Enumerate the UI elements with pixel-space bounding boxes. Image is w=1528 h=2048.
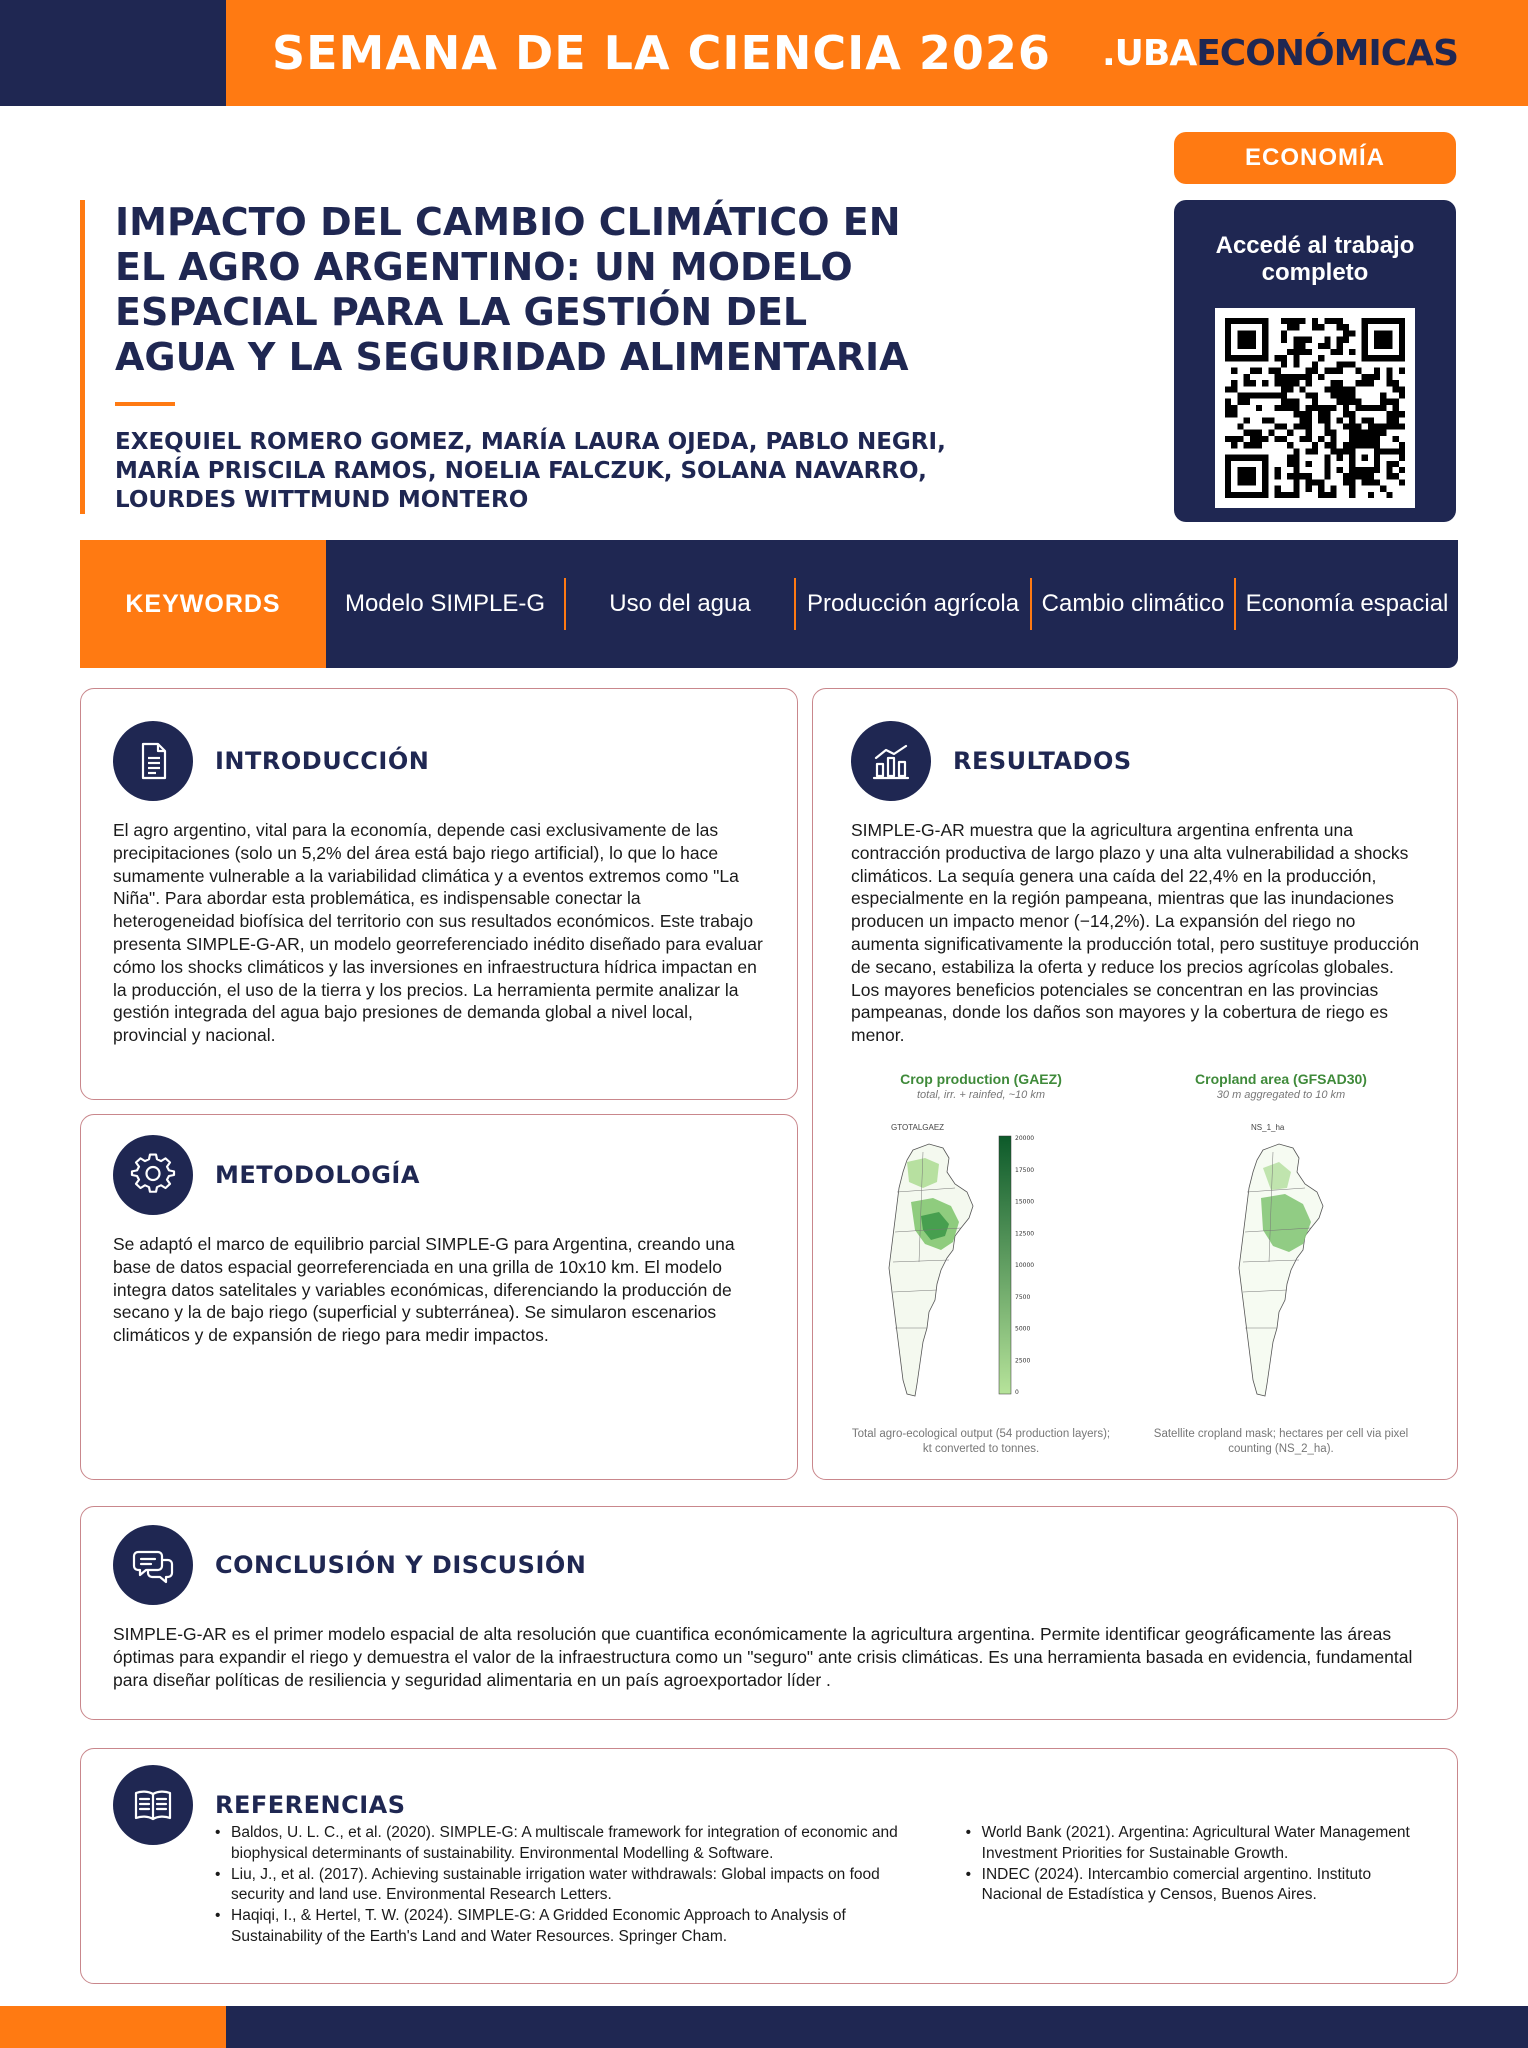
authors: EXEQUIEL ROMERO GOMEZ, MARÍA LAURA OJEDA, PABLO NEGRI, MARÍA PRISCILA RAMOS, NOELIA FALCZUK, SOLANA NAVARRO, LOURDES WITTMUND MONTERO	[115, 429, 946, 513]
open-book-icon	[113, 1765, 193, 1845]
keyword-item: Cambio climático	[1032, 578, 1236, 630]
figure-subtitle: total, irr. + rainfed, ~10 km	[917, 1088, 1045, 1101]
introduction-card	[80, 688, 798, 1100]
reference-item: • Haqiqi, I., & Hertel, T. W. (2024). SIMPLE-G: A Gridded Economic Approach to Analysis of Sustainability of the Earth's Land and Water Resources. Springer Cham.	[215, 1906, 934, 1948]
keywords-bar	[80, 540, 1458, 668]
bottom-orange-block	[0, 2006, 226, 2048]
keyword-item: Economía espacial	[1245, 590, 1449, 617]
results-title: RESULTADOS	[953, 747, 1132, 775]
map-argentina-cropland-area	[1151, 1132, 1411, 1412]
figure-variable-label: GTOTALGAEZ	[891, 1122, 945, 1132]
figure-subtitle: 30 m aggregated to 10 km	[1216, 1088, 1346, 1101]
methodology-title: METODOLOGÍA	[215, 1161, 420, 1189]
document-icon	[113, 721, 193, 801]
reference-item: • INDEC (2024). Intercambio comercial argentino. Instituto Nacional de Estadística y Censos, Buenos Aires.	[966, 1865, 1423, 1907]
methodology-text: Se adaptó el marco de equilibrio parcial SIMPLE-G para Argentina, creando una base de datos espacial georreferenciada en una grilla de 10x10 km. El modelo integra datos satelitales y variables económicas, diferenciando la producción de secano y la de bajo riego (superficial y subterránea). Se simularon escenarios climáticos y de expansión de riego para medir impactos.	[113, 1234, 735, 1346]
keywords-label: KEYWORDS	[80, 540, 326, 668]
results-text: SIMPLE-G-AR muestra que la agricultura argentina enfrenta una contracción productiva de largo plazo y una alta vulnerabilidad a shocks climáticos. La sequía genera una caída del 22,4% en la producción, especialmente en la región pampeana, mientras que las inundaciones producen un impacto menor (−14,2%). La expansión del riego no aumenta significativamente la producción total, pero sustituye producción de secano, estabiliza la oferta y reduce los precios agrícolas globales. Los mayores beneficios potenciales se concentran en las provincias pampeanas, donde los daños son mayores y la cobertura de riego es menor.	[851, 820, 1420, 1046]
qr-code[interactable]	[1215, 308, 1415, 508]
figure-crop-production	[851, 1071, 1111, 1457]
conclusion-title: CONCLUSIÓN Y DISCUSIÓN	[215, 1551, 587, 1579]
legend-tick-label: 12500	[1015, 1230, 1035, 1238]
conclusion-header	[113, 1525, 1423, 1605]
references-columns	[113, 1824, 1423, 1948]
figure-cropland-area	[1151, 1071, 1411, 1457]
area-badge: ECONOMÍA	[1174, 132, 1456, 184]
banner-orange-block	[226, 0, 1528, 106]
references-title: REFERENCIAS	[215, 1791, 406, 1819]
introduction-text: El agro argentino, vital para la economía, depende casi exclusivamente de las precipitaciones (solo un 5,2% del área está bajo riego artificial), lo que lo hace sumamente vulnerable a la variabilidad climática y a eventos extremos como "La Niña". Para abordar esta problemática, es indispensable conectar la heterogeneidad biofísica del territorio con sus resultados económicos. Este trabajo presenta SIMPLE-G-AR, un modelo georreferenciado inédito diseñado para evaluar cómo los shocks climáticos y las inversiones en infraestructura hídrica impactan en la producción, el uso de la tierra y los precios. La herramienta permite analizar la gestión integrada del agua bajo presiones de demanda global a nivel local, provincial y nacional.	[113, 820, 763, 1046]
conclusion-card	[80, 1506, 1458, 1720]
legend-tick-label: 5000	[1015, 1325, 1031, 1333]
results-card	[812, 688, 1458, 1480]
keywords-list	[326, 540, 1458, 668]
legend-tick-label: 17500	[1015, 1166, 1035, 1174]
top-banner	[0, 0, 1528, 106]
paper-title: IMPACTO DEL CAMBIO CLIMÁTICO EN EL AGRO ARGENTINO: UN MODELO ESPACIAL PARA LA GESTIÓN DEL AGUA Y LA SEGURIDAD ALIMENTARIA	[115, 200, 909, 379]
introduction-title: INTRODUCCIÓN	[215, 747, 430, 775]
logo-suffix: ECONÓMICAS	[1196, 32, 1458, 74]
keyword-item: Producción agrícola	[796, 578, 1032, 630]
qr-code-image	[1225, 318, 1405, 498]
figure-title: Crop production (GAEZ)	[900, 1070, 1062, 1087]
banner-navy-block	[0, 0, 226, 106]
logo-prefix: .UBA	[1102, 32, 1197, 74]
gear-icon	[113, 1135, 193, 1215]
map-argentina-crop-production	[851, 1132, 1111, 1412]
keyword-item: Uso del agua	[566, 578, 796, 630]
results-figures	[851, 1071, 1411, 1457]
conclusion-text: SIMPLE-G-AR es el primer modelo espacial de alta resolución que cuantifica económicamente la agricultura argentina. Permite identificar geográficamente las áreas óptimas para expandir el riego y demuestra el valor de la infraestructura como un "seguro" ante crisis climáticas. Es una herramienta basada en evidencia, fundamental para diseñar políticas de resiliencia y seguridad alimentaria en un país agroexportador líder .	[113, 1624, 1413, 1690]
qr-panel[interactable]	[1174, 200, 1456, 522]
event-title: SEMANA DE LA CIENCIA 2026	[272, 26, 1051, 80]
chat-bubbles-icon	[113, 1525, 193, 1605]
figure-caption: Total agro-ecological output (54 production layers); kt converted to tonnes.	[851, 1427, 1111, 1455]
references-card	[80, 1748, 1458, 1984]
references-right-column	[966, 1823, 1423, 1948]
bottom-banner	[0, 2006, 1528, 2048]
methodology-header	[113, 1135, 763, 1215]
legend-tick-label: 20000	[1015, 1134, 1035, 1142]
results-header	[851, 721, 1423, 801]
title-underline	[115, 402, 175, 406]
reference-item: • Baldos, U. L. C., et al. (2020). SIMPLE-G: A multiscale framework for integration of economic and biophysical determinants of sustainability. Environmental Modelling & Software.	[215, 1823, 934, 1865]
figure-caption: Satellite cropland mask; hectares per cell via pixel counting (NS_2_ha).	[1153, 1427, 1409, 1455]
reference-item: • World Bank (2021). Argentina: Agricultural Water Management Investment Priorities for Sustainable Growth.	[966, 1823, 1423, 1865]
legend-tick-label: 15000	[1015, 1198, 1035, 1206]
figure-title: Cropland area (GFSAD30)	[1195, 1070, 1367, 1087]
legend-tick-label: 2500	[1015, 1357, 1031, 1365]
poster-header	[80, 200, 1140, 514]
qr-caption: Accedé al trabajo completo	[1215, 232, 1415, 286]
methodology-card	[80, 1114, 798, 1480]
keyword-item: Modelo SIMPLE-G	[326, 578, 566, 630]
legend-tick-label: 0	[1015, 1388, 1019, 1396]
bottom-navy-block	[226, 2006, 1528, 2048]
references-left-column	[215, 1823, 934, 1948]
uba-economicas-logo	[1102, 33, 1458, 74]
introduction-header	[113, 721, 763, 801]
bar-chart-icon	[851, 721, 931, 801]
reference-item: • Liu, J., et al. (2017). Achieving sustainable irrigation water withdrawals: Global impacts on food security and land use. Environmental Research Letters.	[215, 1865, 934, 1907]
figure-variable-label: NS_1_ha	[1251, 1122, 1285, 1132]
legend-tick-label: 7500	[1015, 1293, 1031, 1301]
legend-tick-label: 10000	[1015, 1261, 1035, 1269]
